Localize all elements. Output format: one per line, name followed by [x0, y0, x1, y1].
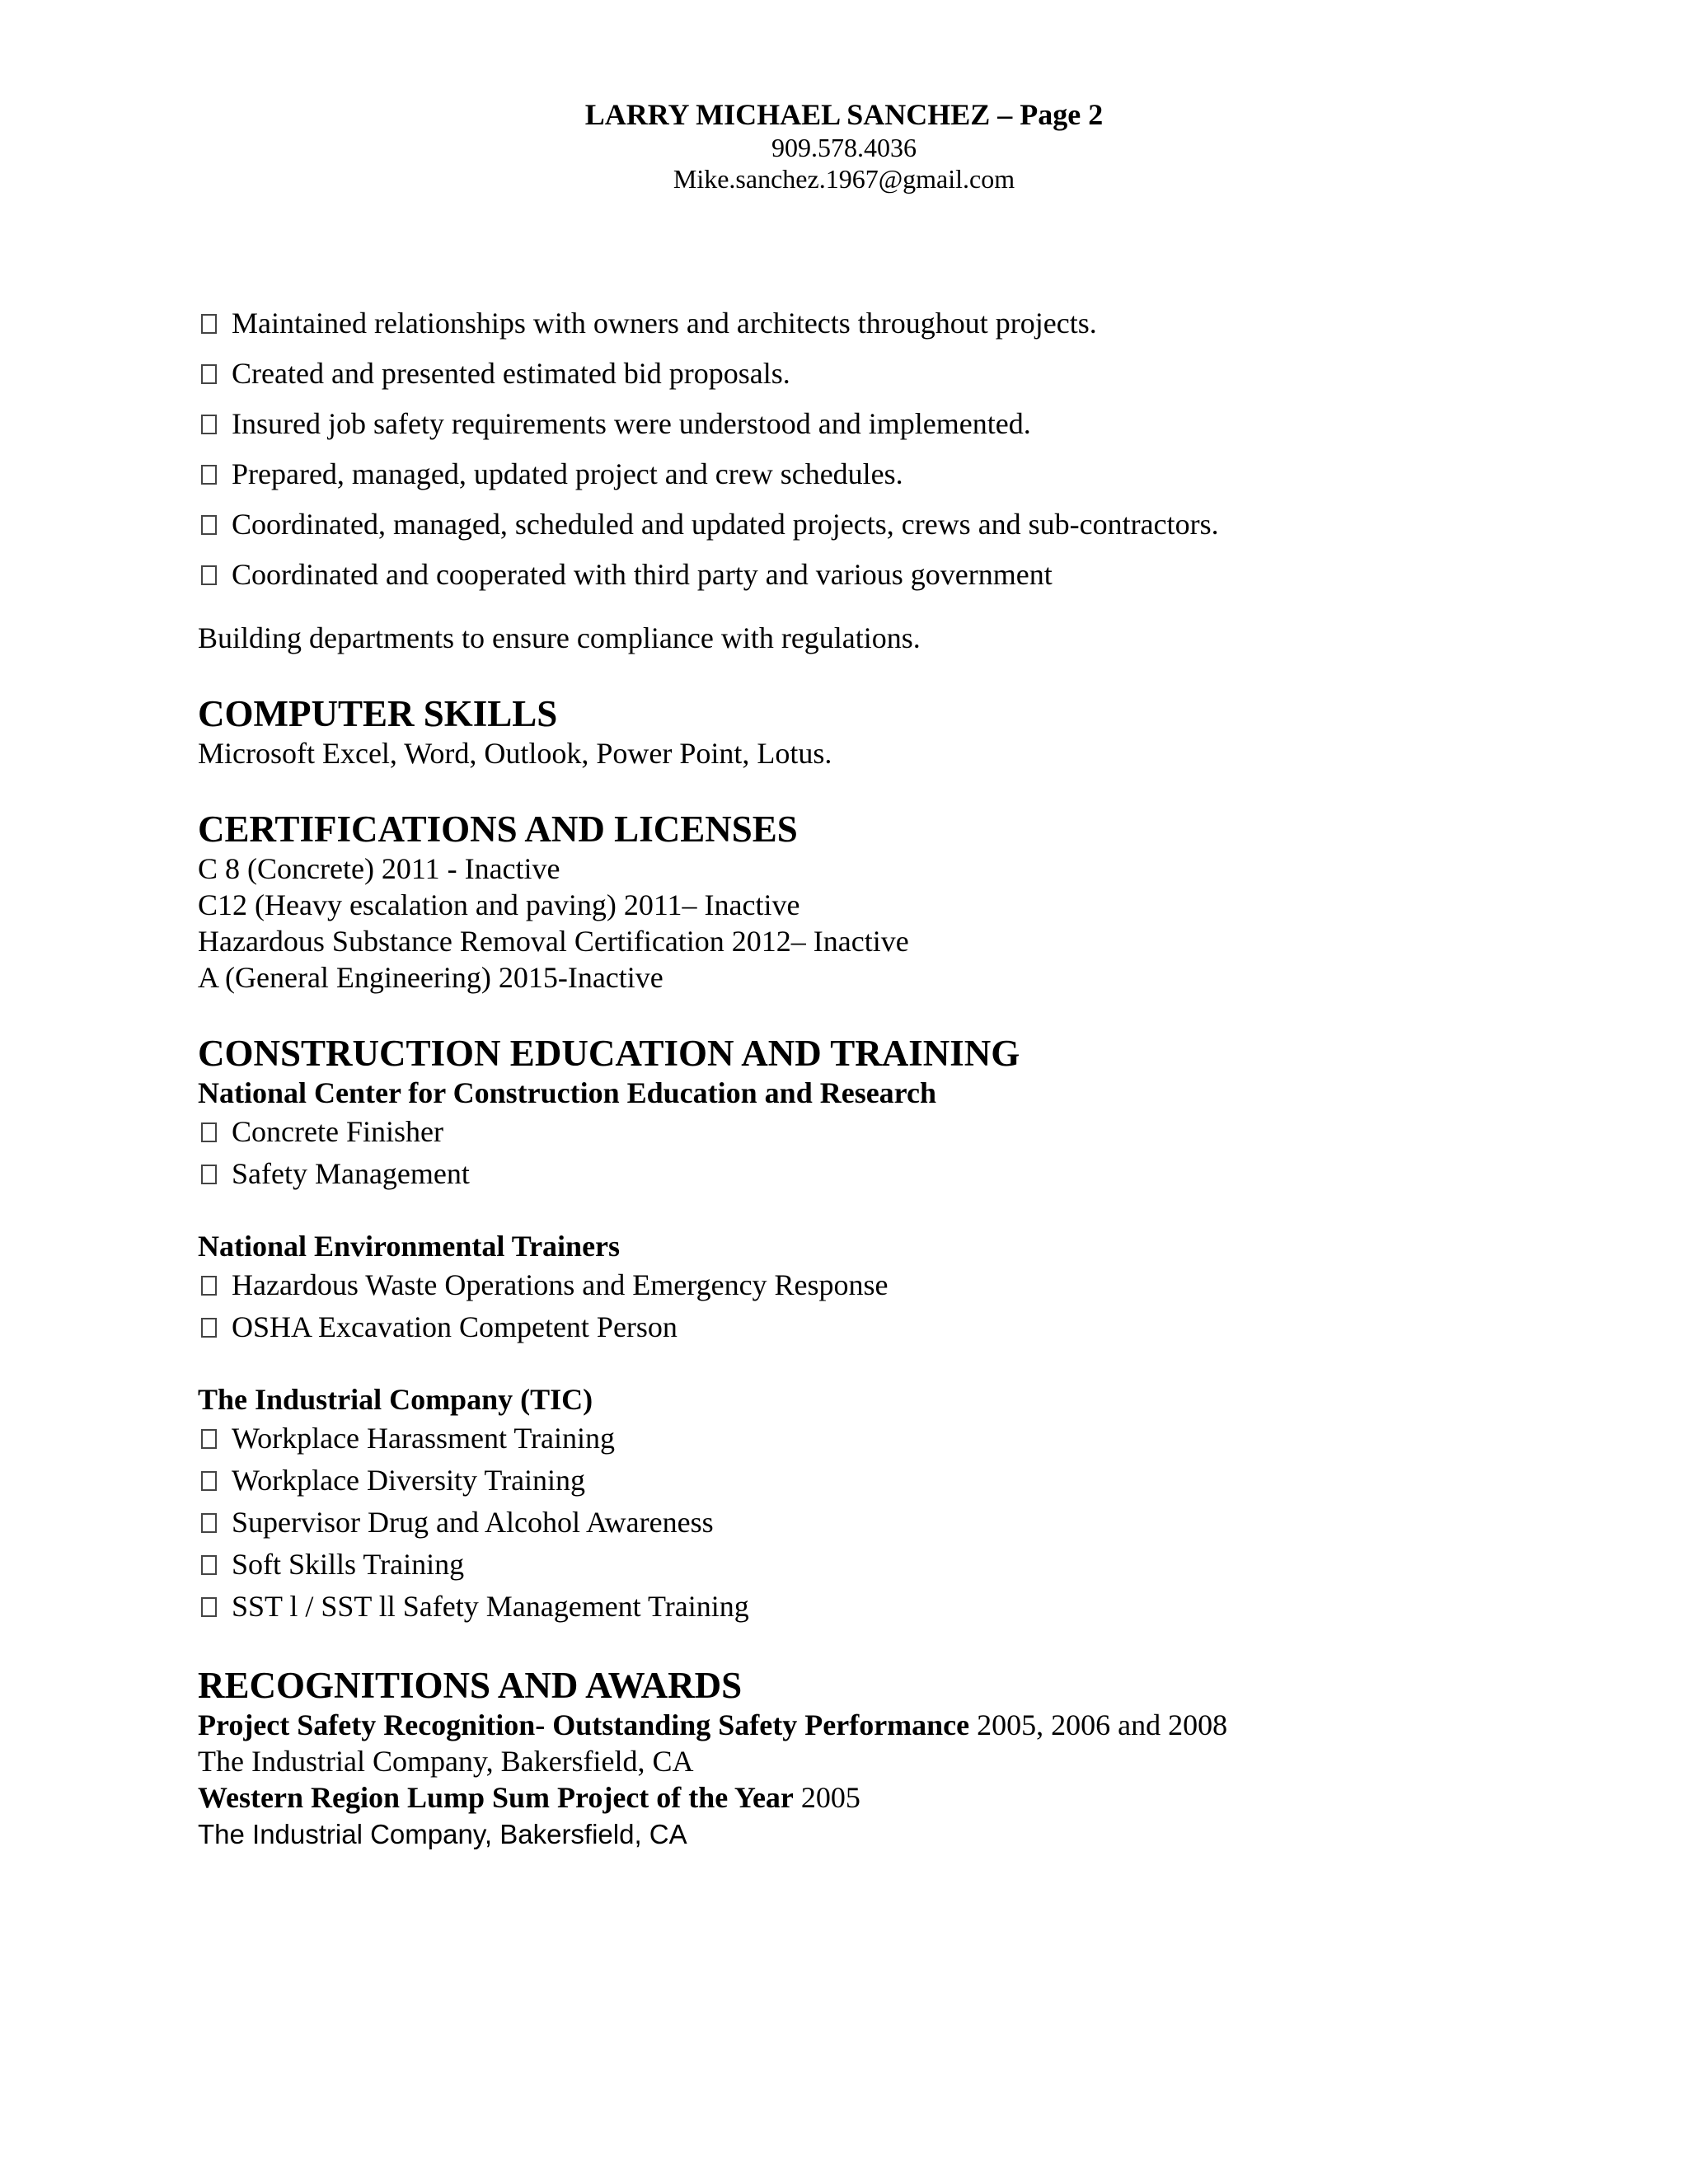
list-item: SST l / SST ll Safety Management Training — [198, 1586, 1615, 1628]
list-item: Prepared, managed, updated project and crew schedules. — [198, 449, 1615, 499]
bullet-box-icon — [201, 1165, 217, 1184]
list-item: Safety Management — [198, 1153, 1615, 1195]
list-item: Soft Skills Training — [198, 1544, 1615, 1586]
bullet-box-icon — [201, 314, 217, 334]
list-item: OSHA Excavation Competent Person — [198, 1306, 1615, 1348]
list-item: Coordinated and cooperated with third party and various government — [198, 550, 1615, 600]
duties-continuation: Building departments to ensure compliance with regulations. — [198, 621, 921, 654]
computer-skills-heading: COMPUTER SKILLS — [198, 693, 558, 734]
awards-heading: RECOGNITIONS AND AWARDS — [198, 1665, 743, 1706]
award-item — [198, 1779, 1615, 1816]
bullet-box-icon — [201, 415, 217, 434]
award-item — [198, 1707, 1615, 1743]
header-title: LARRY MICHAEL SANCHEZ – Page 2 — [584, 98, 1104, 131]
list-item: Created and presented estimated bid proposals. — [198, 349, 1615, 399]
bullet-box-icon — [201, 1513, 217, 1533]
duties-list — [198, 298, 1615, 600]
bullet-box-icon — [201, 1597, 217, 1617]
certification-item: C 8 (Concrete) 2011 - Inactive — [198, 852, 560, 885]
certification-item: C12 (Heavy escalation and paving) 2011– Inactive — [198, 888, 800, 921]
education-org: The Industrial Company (TIC) — [198, 1383, 593, 1416]
award-years: 2005, 2006 and 2008 — [969, 1708, 1228, 1741]
bullet-box-icon — [201, 1276, 217, 1296]
list-item: Concrete Finisher — [198, 1111, 1615, 1153]
bullet-box-icon — [201, 364, 217, 384]
award-title: Western Region Lump Sum Project of the Year — [198, 1781, 794, 1814]
header-phone: 909.578.4036 — [771, 133, 917, 162]
list-item: Insured job safety requirements were understood and implemented. — [198, 399, 1615, 449]
education-heading: CONSTRUCTION EDUCATION AND TRAINING — [198, 1033, 1020, 1074]
bullet-box-icon — [201, 1555, 217, 1575]
bullet-box-icon — [201, 1429, 217, 1449]
award-title: Project Safety Recognition- Outstanding Safety Performance — [198, 1708, 970, 1741]
list-item: Supervisor Drug and Alcohol Awareness — [198, 1502, 1615, 1544]
bullet-box-icon — [201, 1122, 217, 1142]
education-org: National Environmental Trainers — [198, 1230, 621, 1263]
award-location: The Industrial Company, Bakersfield, CA — [198, 1745, 694, 1778]
list-item: Hazardous Waste Operations and Emergency Response — [198, 1264, 1615, 1306]
list-item: Coordinated, managed, scheduled and updated projects, crews and sub-contractors. — [198, 499, 1615, 550]
list-item: Workplace Diversity Training — [198, 1460, 1615, 1502]
list-item: Maintained relationships with owners and architects throughout projects. — [198, 298, 1615, 349]
bullet-box-icon — [201, 465, 217, 485]
bullet-box-icon — [201, 515, 217, 535]
bullet-box-icon — [201, 1318, 217, 1338]
list-item: Workplace Harassment Training — [198, 1418, 1615, 1460]
resume-content — [198, 298, 1615, 1854]
education-org: National Center for Construction Education and Research — [198, 1076, 937, 1109]
award-years: 2005 — [793, 1781, 860, 1814]
bullet-box-icon — [201, 565, 217, 585]
header-email: Mike.sanchez.1967@gmail.com — [673, 164, 1015, 194]
certifications-heading: CERTIFICATIONS AND LICENSES — [198, 808, 798, 850]
certification-item: A (General Engineering) 2015-Inactive — [198, 961, 663, 994]
page-header — [0, 97, 1688, 194]
bullet-box-icon — [201, 1471, 217, 1491]
computer-skills-text: Microsoft Excel, Word, Outlook, Power Point, Lotus. — [198, 737, 832, 770]
certification-item: Hazardous Substance Removal Certification 2012– Inactive — [198, 925, 909, 958]
award-location: The Industrial Company, Bakersfield, CA — [198, 1819, 687, 1849]
